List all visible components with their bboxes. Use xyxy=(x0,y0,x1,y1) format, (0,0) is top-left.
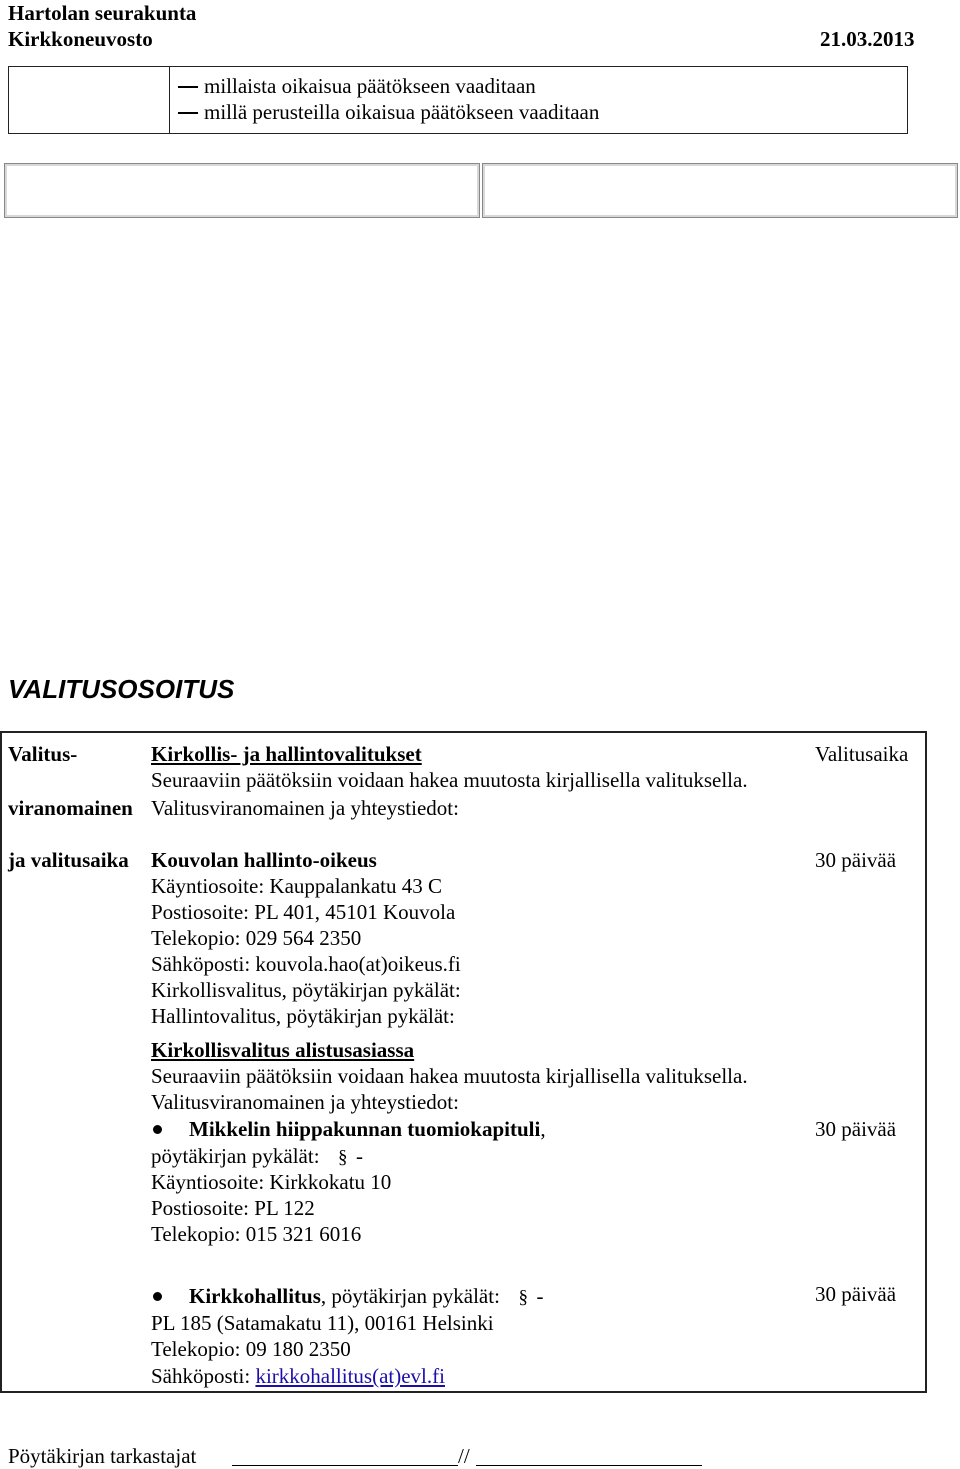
label-valitusaika: ja valitusaika xyxy=(8,848,129,872)
address-line: Telekopio: 029 564 2350 xyxy=(151,926,362,950)
appeal-time: 30 päivää xyxy=(815,848,897,872)
empty-cell xyxy=(482,163,958,218)
sections-label: pöytäkirjan pykälät: xyxy=(151,1144,320,1168)
signature-separator: // xyxy=(458,1444,470,1468)
section-symbol: § xyxy=(338,1147,348,1168)
meeting-date: 21.03.2013 xyxy=(820,27,915,51)
sections-value: - xyxy=(536,1284,544,1308)
address-line: Kirkollisvalitus, pöytäkirjan pykälät: xyxy=(151,978,461,1002)
section2-heading: Kirkollisvalitus alistusasiassa xyxy=(151,1038,415,1062)
footer-label: Pöytäkirjan tarkastajat xyxy=(8,1444,197,1468)
email-line xyxy=(151,1363,445,1389)
authority-name: Mikkelin hiippakunnan tuomiokapituli xyxy=(189,1117,541,1141)
authority-kouvola: Kouvolan hallinto-oikeus xyxy=(151,848,377,872)
address-line: Postiosoite: PL 122 xyxy=(151,1196,315,1220)
section1-intro: Seuraaviin päätöksiin voidaan hakea muutosta kirjallisella valituksella. xyxy=(151,768,748,792)
email-label: Sähköposti: xyxy=(151,1364,251,1388)
authority-name-suffix: , xyxy=(540,1117,546,1141)
address-line: Telekopio: 09 180 2350 xyxy=(151,1337,351,1361)
section1-heading: Kirkollis- ja hallintovalitukset xyxy=(151,742,422,766)
dash-bullet xyxy=(178,112,198,114)
top-box-item: millä perusteilla oikaisua päätökseen vaaditaan xyxy=(204,100,600,124)
sections-value: - xyxy=(356,1144,364,1168)
email-link[interactable]: kirkkohallitus(at)evl.fi xyxy=(255,1364,445,1388)
authority-kirkkohallitus xyxy=(151,1283,543,1311)
address-line: Käyntiosoite: Kauppalankatu 43 C xyxy=(151,874,443,898)
organization-name: Hartolan seurakunta xyxy=(8,1,197,25)
sections-line xyxy=(151,1143,363,1171)
label-viranomainen: viranomainen xyxy=(8,796,133,820)
authority-mikkelin xyxy=(151,1116,546,1142)
label-valitus: Valitus- xyxy=(8,742,78,766)
address-line: Telekopio: 015 321 6016 xyxy=(151,1222,362,1246)
appeal-time: 30 päivää xyxy=(815,1117,897,1141)
appeal-time-header: Valitusaika xyxy=(815,742,909,766)
bullet-icon xyxy=(153,1125,162,1134)
address-line: Sähköposti: kouvola.hao(at)oikeus.fi xyxy=(151,952,461,976)
meeting-body: Kirkkoneuvosto xyxy=(8,27,153,51)
top-box-divider xyxy=(169,67,170,133)
section2-contacts-label: Valitusviranomainen ja yhteystiedot: xyxy=(151,1090,459,1114)
address-line: Käyntiosoite: Kirkkokatu 10 xyxy=(151,1170,392,1194)
section2-intro: Seuraaviin päätöksiin voidaan hakea muutosta kirjallisella valituksella. xyxy=(151,1064,748,1088)
empty-cell xyxy=(4,163,480,218)
appeal-time: 30 päivää xyxy=(815,1282,897,1306)
section-symbol: § xyxy=(518,1287,528,1308)
section1-contacts-label: Valitusviranomainen ja yhteystiedot: xyxy=(151,796,459,820)
signature-line xyxy=(232,1465,458,1466)
dash-bullet xyxy=(178,86,198,88)
signature-line xyxy=(476,1465,702,1466)
authority-name: Kirkkohallitus xyxy=(189,1284,321,1308)
address-line: Hallintovalitus, pöytäkirjan pykälät: xyxy=(151,1004,455,1028)
top-box-item: millaista oikaisua päätökseen vaaditaan xyxy=(204,74,536,98)
document-title: VALITUSOSOITUS xyxy=(8,674,235,704)
bullet-icon xyxy=(153,1292,162,1301)
address-line: PL 185 (Satamakatu 11), 00161 Helsinki xyxy=(151,1311,494,1335)
address-line: Postiosoite: PL 401, 45101 Kouvola xyxy=(151,900,456,924)
sections-label: , pöytäkirjan pykälät: xyxy=(320,1284,500,1308)
